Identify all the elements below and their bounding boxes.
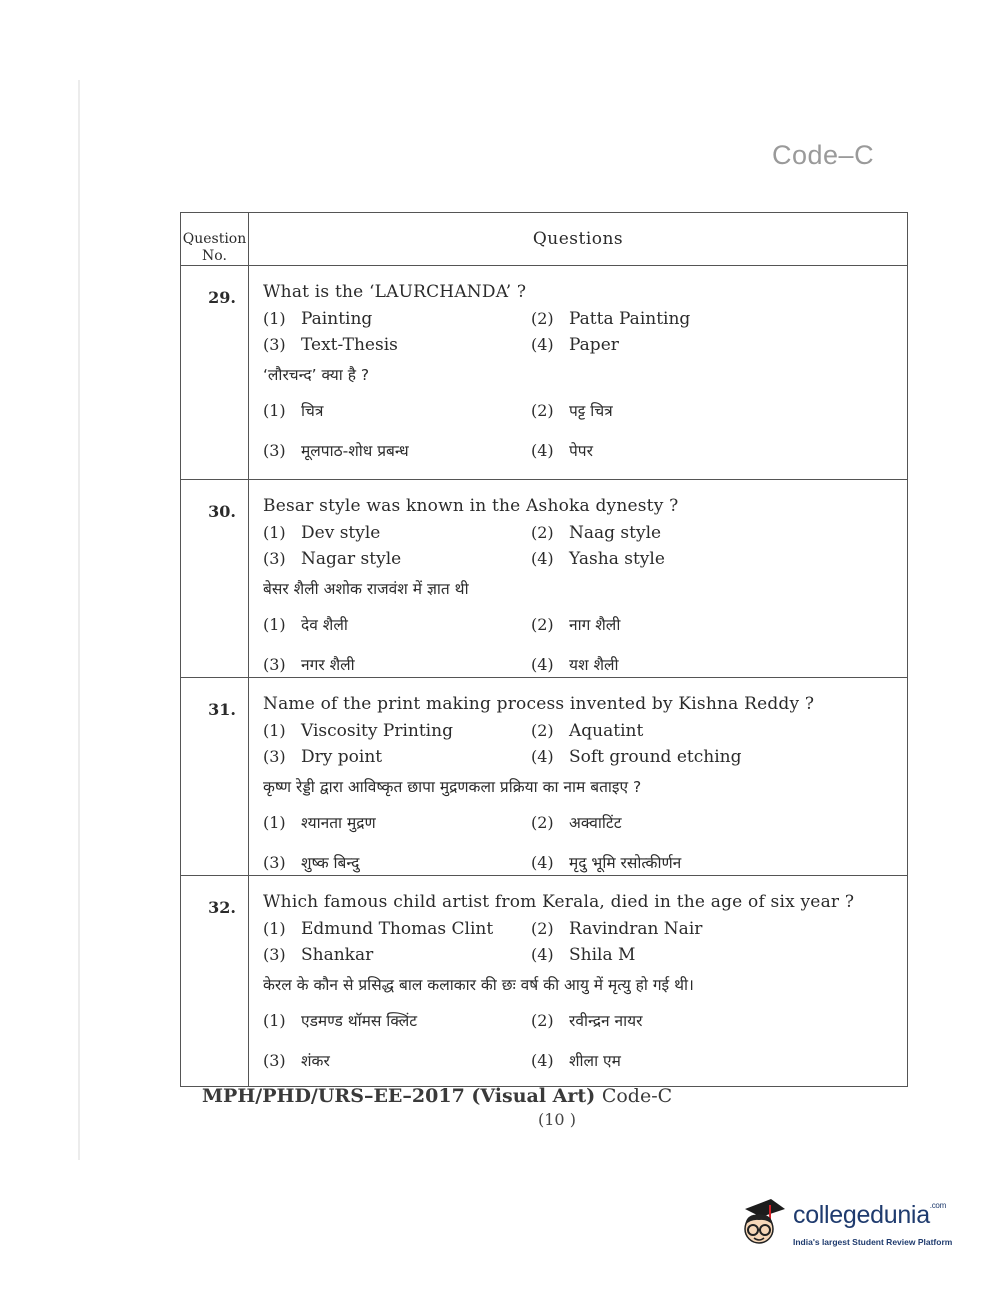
option-text: Viscosity Printing [301,721,453,741]
option-text: नाग शैली [569,616,621,634]
page-number: (10 ) [538,1110,576,1129]
english-options [263,523,907,569]
paper-code: Code–C [772,140,875,170]
question-number: 29. [181,266,249,479]
option-number: (2) [531,401,554,420]
hindi-option [531,1009,907,1031]
option-number: (3) [263,549,286,568]
collegedunia-logo [733,1195,963,1265]
option-number: (3) [263,335,286,354]
option-text: Yasha style [569,549,665,569]
english-option [531,747,907,767]
english-options [263,309,907,355]
english-option [263,945,531,965]
hindi-option [263,653,531,675]
option-text: Ravindran Nair [569,919,703,939]
option-number: (1) [263,523,286,542]
hindi-option [263,439,531,461]
question-row [181,480,907,678]
option-number: (3) [263,1051,286,1070]
option-text: Patta Painting [569,309,691,329]
hindi-option [263,1009,531,1031]
hindi-option [531,1049,907,1071]
question-number: 30. [181,480,249,677]
hindi-option [263,1049,531,1071]
logo-name: collegedunia [793,1201,930,1229]
option-number: (1) [263,721,286,740]
english-option [263,523,531,543]
hindi-option [263,811,531,833]
hindi-option [263,613,531,635]
option-text: अक्वाटिंट [569,814,622,832]
logo-wordmark [793,1201,946,1230]
option-text: Shila M [569,945,636,965]
english-option [531,945,907,965]
english-option [263,721,531,741]
hindi-options [263,1009,907,1071]
option-number: (2) [531,919,554,938]
hindi-option [531,613,907,635]
option-number: (4) [531,747,554,766]
option-text: पेपर [569,442,593,460]
question-number: 32. [181,876,249,1086]
option-number: (1) [263,813,286,832]
hindi-options [263,399,907,461]
question-text-en: Besar style was known in the Ashoka dynesty ? [263,496,679,516]
option-text: एडमण्ड थॉमस क्लिंट [301,1012,418,1030]
hindi-option [531,653,907,675]
question-text-en: What is the ‘LAURCHANDA’ ? [263,282,527,302]
option-number: (4) [531,853,554,872]
option-number: (3) [263,945,286,964]
option-text: शुष्क बिन्दु [301,854,360,872]
scan-margin-line [78,80,80,1160]
option-text: Aquatint [569,721,644,741]
option-number: (1) [263,919,286,938]
option-number: (1) [263,309,286,328]
hindi-options [263,811,907,873]
english-option [531,721,907,741]
hindi-option [531,851,907,873]
option-text: Dry point [301,747,383,767]
option-text: देव शैली [301,616,348,634]
option-number: (3) [263,655,286,674]
english-option [263,309,531,329]
english-option [263,919,531,939]
mascot-icon [733,1195,791,1255]
table-header [181,213,907,266]
english-option [531,523,907,543]
hindi-option [263,399,531,421]
option-number: (2) [531,309,554,328]
header-questions: Questions [532,229,624,249]
option-number: (4) [531,549,554,568]
option-text: Naag style [569,523,662,543]
question-row [181,678,907,876]
question-body [249,266,907,479]
option-text: शंकर [301,1052,330,1070]
english-options [263,721,907,767]
header-question-no: Question No. [181,213,249,265]
question-row [181,266,907,480]
footer-exam: MPH/PHD/URS–EE–2017 (Visual Art) [202,1085,596,1107]
question-table [180,212,908,1087]
option-number: (4) [531,335,554,354]
option-text: नगर शैली [301,656,355,674]
footer-exam-code [202,1085,672,1107]
option-text: मूलपाठ-शोध प्रबन्ध [301,442,409,460]
logo-suffix: .com [929,1201,946,1210]
option-text: Paper [569,335,619,355]
logo-tagline: India's largest Student Review Platform [793,1237,953,1247]
option-number: (2) [531,813,554,832]
option-number: (4) [531,945,554,964]
option-text: शीला एम [569,1052,621,1070]
hindi-option [531,811,907,833]
option-number: (4) [531,1051,554,1070]
option-number: (1) [263,1011,286,1030]
question-text-en: Name of the print making process invented by Kishna Reddy ? [263,694,815,714]
question-number: 31. [181,678,249,875]
question-text-hi: बेसर शैली अशोक राजवंश में ज्ञात थी [263,580,469,598]
option-number: (3) [263,441,286,460]
hindi-option [263,851,531,873]
option-text: श्यानता मुद्रण [301,814,376,832]
english-option [531,549,907,569]
english-option [531,335,907,355]
hindi-options [263,613,907,675]
hindi-option [531,399,907,421]
option-number: (2) [531,615,554,634]
option-number: (4) [531,655,554,674]
option-number: (3) [263,747,286,766]
option-text: Nagar style [301,549,402,569]
english-option [263,335,531,355]
option-number: (2) [531,1011,554,1030]
question-text-hi: ‘लौरचन्द’ क्या है ? [263,366,370,384]
english-option [531,309,907,329]
option-text: Painting [301,309,373,329]
question-text-hi: कृष्ण रेड्डी द्वारा आविष्कृत छापा मुद्रणकला प्रक्रिया का नाम बताइए ? [263,778,642,796]
question-text-hi: केरल के कौन से प्रसिद्ध बाल कलाकार की छः वर्ष की आयु में मृत्यु हो गई थी। [263,976,694,994]
hindi-option [531,439,907,461]
english-option [263,747,531,767]
option-text: Shankar [301,945,374,965]
question-text-en: Which famous child artist from Kerala, died in the age of six year ? [263,892,855,912]
question-body [249,480,907,677]
footer-code: Code-C [601,1085,673,1107]
option-number: (3) [263,853,286,872]
option-text: पट्ट चित्र [569,402,613,420]
option-number: (2) [531,523,554,542]
option-text: Soft ground etching [569,747,742,767]
english-option [263,549,531,569]
english-option [531,919,907,939]
english-options [263,919,907,965]
option-text: Dev style [301,523,381,543]
option-text: चित्र [301,402,324,420]
option-text: Text-Thesis [301,335,398,355]
option-number: (1) [263,615,286,634]
option-number: (1) [263,401,286,420]
option-number: (2) [531,721,554,740]
option-text: मृदु भूमि रसोत्कीर्णन [569,854,682,872]
option-text: यश शैली [569,656,619,674]
question-body [249,876,907,1086]
question-row [181,876,907,1086]
option-text: रवीन्द्रन नायर [569,1012,643,1030]
option-text: Edmund Thomas Clint [301,919,494,939]
question-body [249,678,907,875]
option-number: (4) [531,441,554,460]
